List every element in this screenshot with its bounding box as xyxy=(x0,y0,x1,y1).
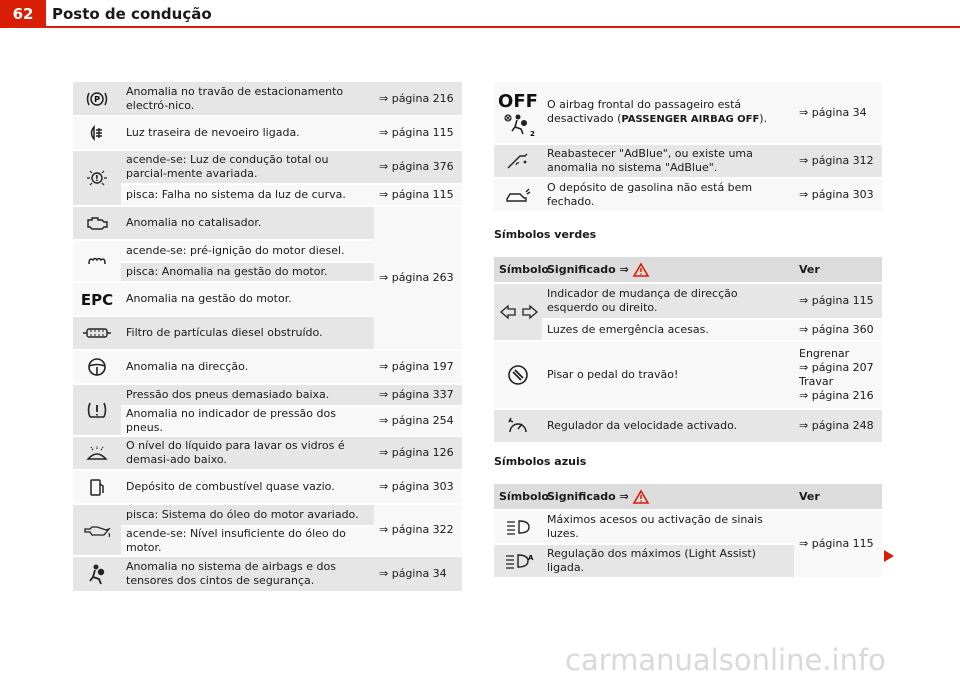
table-row xyxy=(73,206,462,240)
tyre-pressure-icon xyxy=(85,403,109,416)
row-text: pisca: Falha no sistema da luz de curva. xyxy=(121,184,374,206)
row-text: pisca: Sistema do óleo do motor avariado. xyxy=(121,504,374,526)
page-ref: ⇒ página 263 xyxy=(374,206,462,350)
col-header-meaning: Significado ⇒ xyxy=(542,484,794,510)
row-text: Luz traseira de nevoeiro ligada. xyxy=(121,116,374,150)
light-assist-icon xyxy=(504,554,532,567)
table-row xyxy=(73,184,462,206)
row-text: Pressão dos pneus demasiado baixa. xyxy=(121,384,374,406)
row-text: Reabastecer "AdBlue", ou existe uma anomalia no sistema "AdBlue". xyxy=(542,144,794,178)
page-ref: ⇒ página 34 xyxy=(794,82,882,144)
table-row xyxy=(73,350,462,384)
row-text: Anomalia no indicador de pressão dos pneus. xyxy=(121,406,374,436)
row-text: Máximos acesos ou activação de sinais luzes. xyxy=(542,510,794,544)
col-header-see: Ver xyxy=(794,484,882,510)
page-ref: ⇒ página 34 xyxy=(374,556,462,592)
row-text: Anomalia no catalisador. xyxy=(121,206,374,240)
row-text: acende-se: Luz de condução total ou parcial-mente avariada. xyxy=(121,150,374,184)
row-text: Luzes de emergência acesas. xyxy=(542,319,794,341)
page-ref: ⇒ página 312 xyxy=(794,144,882,178)
row-text: O nível do líquido para lavar os vidros é demasi-ado baixo. xyxy=(121,436,374,470)
page-ref: ⇒ página 322 xyxy=(374,504,462,556)
page-ref: ⇒ página 216 xyxy=(374,82,462,116)
table-row xyxy=(73,384,462,406)
blue-symbols-table xyxy=(494,484,882,579)
row-text: Depósito de combustível quase vazio. xyxy=(121,470,374,504)
fuel-cap-icon xyxy=(504,188,532,201)
airbag-icon xyxy=(85,567,109,580)
table-row xyxy=(73,504,462,526)
row-text: Pisar o pedal do travão! xyxy=(542,341,794,409)
row-text: Anomalia no travão de estacionamento electró-nico. xyxy=(121,82,374,116)
table-row xyxy=(494,409,882,443)
row-text: O depósito de gasolina não está bem fechado. xyxy=(542,178,794,212)
row-text: Filtro de partículas diesel obstruído. xyxy=(121,316,374,350)
svg-text:A: A xyxy=(528,554,534,562)
bulb-warning-icon xyxy=(85,171,109,184)
engine-icon xyxy=(84,216,110,229)
row-text: Anomalia na gestão do motor. xyxy=(121,282,374,316)
col-header-meaning: Significado ⇒ xyxy=(542,257,794,283)
page-ref: ⇒ página 254 xyxy=(374,406,462,436)
glow-plug-icon xyxy=(85,254,109,267)
table-row xyxy=(494,283,882,319)
page-ref: ⇒ página 197 xyxy=(374,350,462,384)
steering-wheel-icon xyxy=(86,360,108,373)
row-text: Anomalia no sistema de airbags e dos tensores dos cintos de segurança. xyxy=(121,556,374,592)
table-header-row xyxy=(494,484,882,510)
page-ref: ⇒ página 248 xyxy=(794,409,882,443)
cruise-control-icon xyxy=(506,419,530,432)
page-ref: ⇒ página 337 xyxy=(374,384,462,406)
table-row xyxy=(494,144,882,178)
table-row xyxy=(73,406,462,436)
page-ref-list: Engrenar ⇒ página 207 Travar ⇒ página 216 xyxy=(794,341,882,409)
table-row xyxy=(73,82,462,116)
next-page-arrow-icon[interactable] xyxy=(884,549,894,562)
page-ref: ⇒ página 303 xyxy=(374,470,462,504)
brake-circle-icon xyxy=(86,92,108,105)
row-text: pisca: Anomalia na gestão do motor. xyxy=(121,262,374,282)
passenger-airbag-off-icon xyxy=(498,90,538,138)
adblue-icon xyxy=(505,154,531,167)
table-row xyxy=(73,470,462,504)
warning-lights-table-2 xyxy=(494,82,882,213)
epc-icon xyxy=(80,291,114,309)
watermark: carmanualsonline.info xyxy=(565,643,886,677)
table-row xyxy=(73,556,462,592)
page-ref: ⇒ página 115 xyxy=(794,510,882,578)
washer-fluid-icon xyxy=(85,446,109,459)
page-ref: ⇒ página 360 xyxy=(794,319,882,341)
green-symbols-table xyxy=(494,257,882,444)
col-header-see: Ver xyxy=(794,257,882,283)
section-title-blue: Símbolos azuis xyxy=(494,455,587,468)
page-title: Posto de condução xyxy=(52,5,212,23)
page-number: 62 xyxy=(0,0,46,28)
table-row xyxy=(494,510,882,544)
svg-text:EPC: EPC xyxy=(80,291,114,309)
row-text: Indicador de mudança de direcção esquerdo ou direito. xyxy=(542,283,794,319)
page-ref: ⇒ página 376 xyxy=(374,150,462,184)
warning-lights-table xyxy=(73,82,462,593)
row-text: Regulador da velocidade activado. xyxy=(542,409,794,443)
table-row xyxy=(73,116,462,150)
brake-pedal-icon xyxy=(506,368,530,381)
svg-text:OFF: OFF xyxy=(498,90,538,112)
warning-triangle-icon xyxy=(633,263,649,277)
oil-can-icon xyxy=(82,523,112,536)
table-row xyxy=(494,178,882,212)
page-ref: ⇒ página 126 xyxy=(374,436,462,470)
warning-triangle-icon xyxy=(633,490,649,504)
turn-signal-icon xyxy=(499,305,539,318)
table-row xyxy=(494,341,882,409)
table-row xyxy=(494,82,882,144)
particle-filter-icon xyxy=(82,326,112,339)
table-header-row xyxy=(494,257,882,283)
col-header-symbol: Símbolo xyxy=(494,257,542,283)
col-header-symbol: Símbolo xyxy=(494,484,542,510)
row-text: O airbag frontal do passageiro está desactivado (PASSENGER AIRBAG OFF). xyxy=(542,82,794,144)
page-ref: ⇒ página 115 xyxy=(794,283,882,319)
header-rule xyxy=(0,26,960,28)
page-ref: ⇒ página 115 xyxy=(374,116,462,150)
high-beam-icon xyxy=(505,520,531,533)
row-text: Regulação dos máximos (Light Assist) ligada. xyxy=(542,544,794,578)
page-ref: ⇒ página 303 xyxy=(794,178,882,212)
section-title-green: Símbolos verdes xyxy=(494,228,597,241)
table-row xyxy=(494,319,882,341)
svg-text:!: ! xyxy=(95,174,99,183)
rear-fog-light-icon xyxy=(86,126,108,139)
page-ref: ⇒ página 115 xyxy=(374,184,462,206)
fuel-pump-icon xyxy=(86,480,108,493)
svg-text:P: P xyxy=(94,94,100,104)
row-text: acende-se: Nível insuficiente do óleo do motor. xyxy=(121,526,374,556)
svg-text:2: 2 xyxy=(530,129,535,138)
table-row xyxy=(73,436,462,470)
row-text: acende-se: pré-ignição do motor diesel. xyxy=(121,240,374,262)
table-row xyxy=(73,150,462,184)
row-text: Anomalia na direcção. xyxy=(121,350,374,384)
